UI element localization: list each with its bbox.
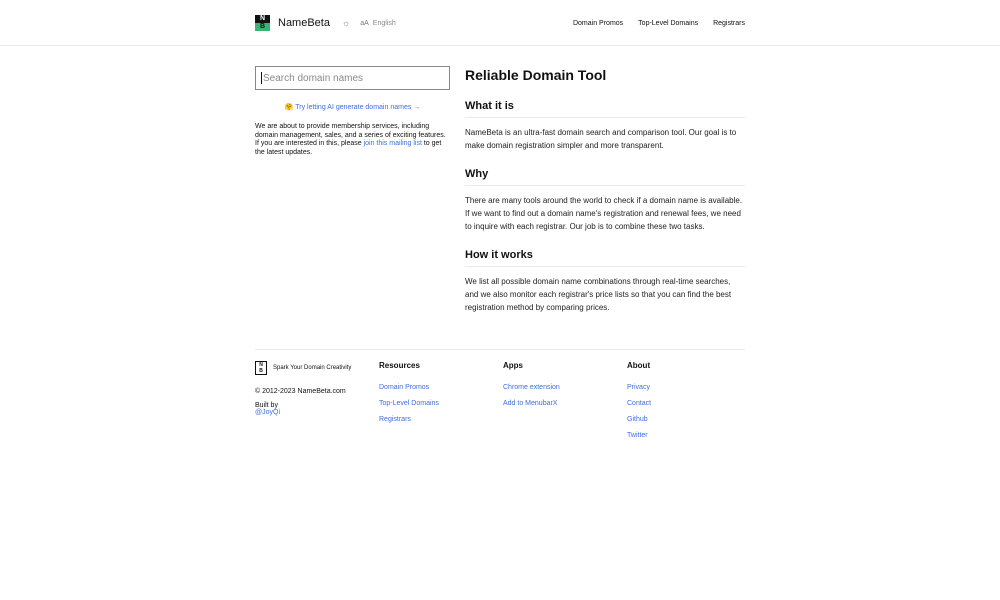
section-heading-why: Why (465, 167, 745, 186)
footer-logo[interactable] (255, 361, 267, 375)
ai-generate-link[interactable] (255, 103, 450, 111)
theme-toggle-icon[interactable]: ☼ (341, 18, 351, 28)
footer-link-chrome-extension[interactable]: Chrome extension (503, 384, 560, 391)
footer-resources (379, 350, 439, 424)
section-body-why: There are many tools around the world to check if a domain name is available. If we want to find out a domain name's registration and renewal fees, we need to inquire with each registrar. Our job is to combine these two tasks. (465, 196, 743, 231)
ai-generate-label: Try letting AI generate domain names → (295, 104, 421, 111)
footer-tagline: Spark Your Domain Creativity (273, 365, 352, 371)
section-heading-how: How it works (465, 248, 745, 267)
logo-top: N (255, 15, 270, 23)
footer-logo-bottom: B (259, 368, 263, 374)
footer-apps (503, 350, 560, 408)
footer-about (627, 350, 651, 440)
section-body-what: NameBeta is an ultra-fast domain search and comparison tool. Our goal is to make domain registration simpler and more transparent. (465, 128, 737, 150)
footer-link-github[interactable]: Github (627, 416, 648, 423)
section-heading-what: What it is (465, 99, 745, 118)
nav-registrars[interactable]: Registrars (713, 19, 745, 27)
mailing-list-link[interactable]: join this mailing list (363, 140, 422, 147)
header-inner (255, 0, 745, 46)
footer-link-twitter[interactable]: Twitter (627, 432, 648, 439)
membership-notice (255, 123, 450, 157)
footer-logo-top: N (259, 362, 263, 368)
footer-link-privacy[interactable]: Privacy (627, 384, 650, 391)
section-body-how: We list all possible domain name combinations through real-time searches, and we also monitor each registrar's price lists so that you can find the best registration method by comparing prices. (465, 277, 732, 312)
brand-name[interactable]: NameBeta (278, 17, 330, 29)
left-column (255, 66, 450, 157)
footer (255, 349, 745, 449)
about-links (627, 384, 651, 440)
apps-heading: Apps (503, 361, 523, 370)
footer-link-domain-promos[interactable]: Domain Promos (379, 384, 430, 391)
built-by-label: Built by (255, 402, 278, 409)
main-nav (573, 20, 745, 27)
footer-copyright: © 2012-2023 NameBeta.com (255, 388, 346, 395)
logo[interactable] (255, 15, 270, 31)
footer-link-registrars[interactable]: Registrars (379, 416, 411, 423)
language-icon[interactable]: aA (360, 19, 369, 27)
footer-built-by (255, 402, 375, 417)
right-column (465, 66, 745, 314)
resources-heading: Resources (379, 361, 420, 370)
about-heading: About (627, 361, 651, 370)
footer-link-menubarx[interactable]: Add to MenubarX (503, 400, 558, 407)
page-title: Reliable Domain Tool (465, 67, 607, 83)
author-link[interactable]: @JoyQi (255, 409, 280, 416)
search-input[interactable] (255, 66, 450, 90)
logo-bottom: B (255, 23, 270, 31)
text-cursor (261, 72, 262, 84)
membership-text: We are about to provide membership services, including domain management, sales, and a series of exciting features. If you are interested in this, please (255, 123, 446, 147)
apps-links (503, 384, 560, 408)
language-selector[interactable]: English (372, 19, 396, 27)
membership-tail: to get the latest updates. (255, 140, 442, 156)
hugging-face-icon: 🤗 (284, 104, 294, 111)
top-header (0, 0, 1000, 46)
search-placeholder: Search domain names (263, 72, 364, 84)
footer-link-contact[interactable]: Contact (627, 400, 652, 407)
footer-link-top-level-domains[interactable]: Top-Level Domains (379, 400, 439, 407)
nav-domain-promos[interactable]: Domain Promos (572, 19, 624, 27)
footer-brand (255, 350, 375, 417)
nav-top-level-domains[interactable]: Top-Level Domains (638, 19, 699, 27)
resources-links (379, 384, 439, 424)
footer-logo-row (255, 361, 375, 375)
